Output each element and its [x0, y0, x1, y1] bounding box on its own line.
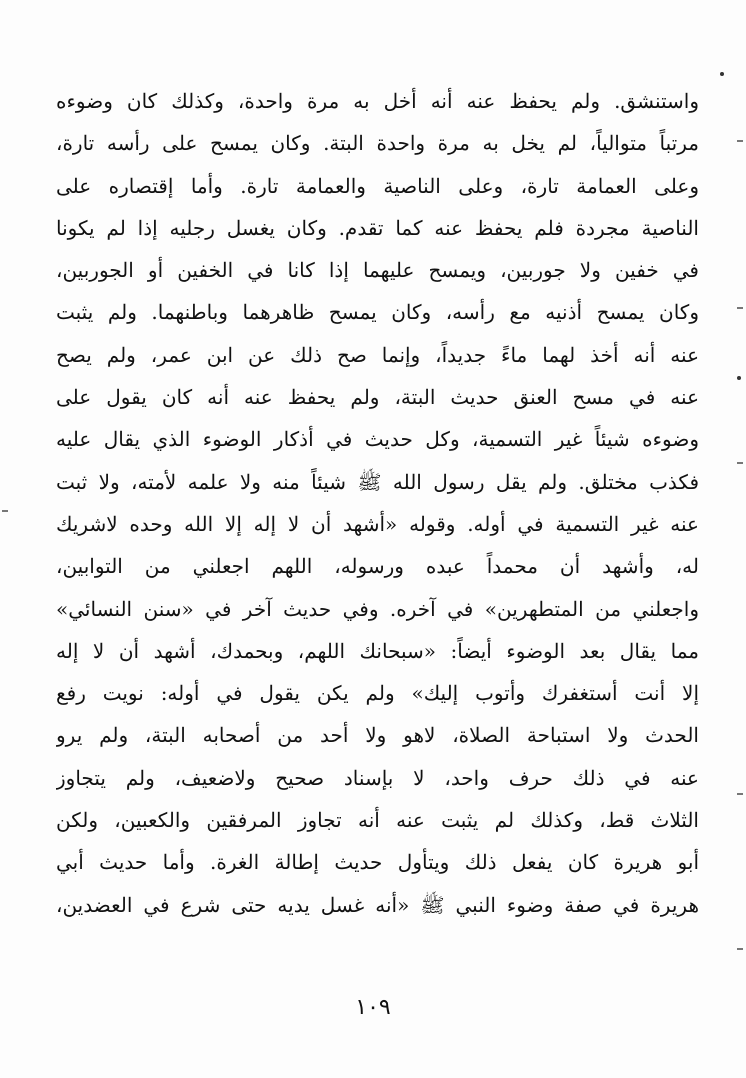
margin-tick: [737, 462, 743, 464]
margin-tick: [2, 510, 8, 512]
margin-tick: [737, 140, 743, 142]
text-line: وضوءه شيئاً غير التسمية، وكل حديث في أذكار الوضوء الذي يقال عليه: [56, 427, 699, 452]
text-line: له، وأشهد أن محمداً عبده ورسوله، اللهم اجعلني من التوابين،: [56, 554, 699, 579]
text-line: فكذب مختلق. ولم يقل رسول الله ﷺ شيئاً منه ولا علمه لأمته، ولا ثبت: [56, 469, 699, 494]
text-line: إلا أنت أستغفرك وأتوب إليك» ولم يكن يقول في أوله: نويت رفع: [56, 681, 699, 706]
text-line: عنه غير التسمية في أوله. وقوله «أشهد أن لا إله إلا الله وحده لاشريك: [56, 511, 699, 536]
margin-dot: [737, 376, 741, 380]
text-line: الناصية مجردة فلم يحفظ عنه كما تقدم. وكان يغسل رجليه إذا لم يكونا: [56, 215, 699, 240]
margin-tick: [737, 793, 743, 795]
margin-tick: [737, 307, 743, 309]
text-line: أبو هريرة كان يفعل ذلك ويتأول حديث إطالة الغرة. وأما حديث أبي: [56, 850, 699, 875]
text-line: عنه أنه أخذ لهما ماءً جديداً، وإنما صح ذلك عن ابن عمر، ولم يصح: [56, 342, 699, 367]
text-line: واجعلني من المتطهرين» في آخره. وفي حديث آخر في «سنن النسائي»: [56, 596, 699, 621]
text-line: الحدث ولا استباحة الصلاة، لاهو ولا أحد من أصحابه البتة، ولم يرو: [56, 723, 699, 748]
text-line: وكان يمسح أذنيه مع رأسه، وكان يمسح ظاهرهما وباطنهما. ولم يثبت: [56, 300, 699, 325]
text-line: وعلى العمامة تارة، وعلى الناصية والعمامة تارة. وأما إقتصاره على: [56, 173, 699, 198]
text-line: هريرة في صفة وضوء النبي ﷺ «أنه غسل يديه حتى شرع في العضدين،: [56, 892, 699, 917]
text-line: عنه في ذلك حرف واحد، لا بإسناد صحيح ولاضعيف، ولم يتجاوز: [56, 765, 699, 790]
text-line: عنه في مسح العنق حديث البتة، ولم يحفظ عنه أنه كان يقول على: [56, 385, 699, 410]
page-number: ١٠٩: [355, 995, 391, 1020]
text-line: مرتباً متوالياً، لم يخل به مرة واحدة البتة. وكان يمسح على رأسه تارة،: [56, 131, 699, 156]
margin-tick: [737, 948, 743, 950]
text-line: الثلاث قط، وكذلك لم يثبت عنه أنه تجاوز المرفقين والكعبين، ولكن: [56, 808, 699, 833]
margin-dot: [720, 72, 724, 76]
text-line: في خفين ولا جوربين، ويمسح عليهما إذا كانا في الخفين أو الجوربين،: [56, 258, 699, 283]
body-text: [56, 80, 699, 926]
text-line: مما يقال بعد الوضوء أيضاً: «سبحانك اللهم، وبحمدك، أشهد أن لا إله: [56, 638, 699, 663]
text-line: واستنشق. ولم يحفظ عنه أنه أخل به مرة واحدة، وكذلك كان وضوءه: [56, 89, 699, 113]
